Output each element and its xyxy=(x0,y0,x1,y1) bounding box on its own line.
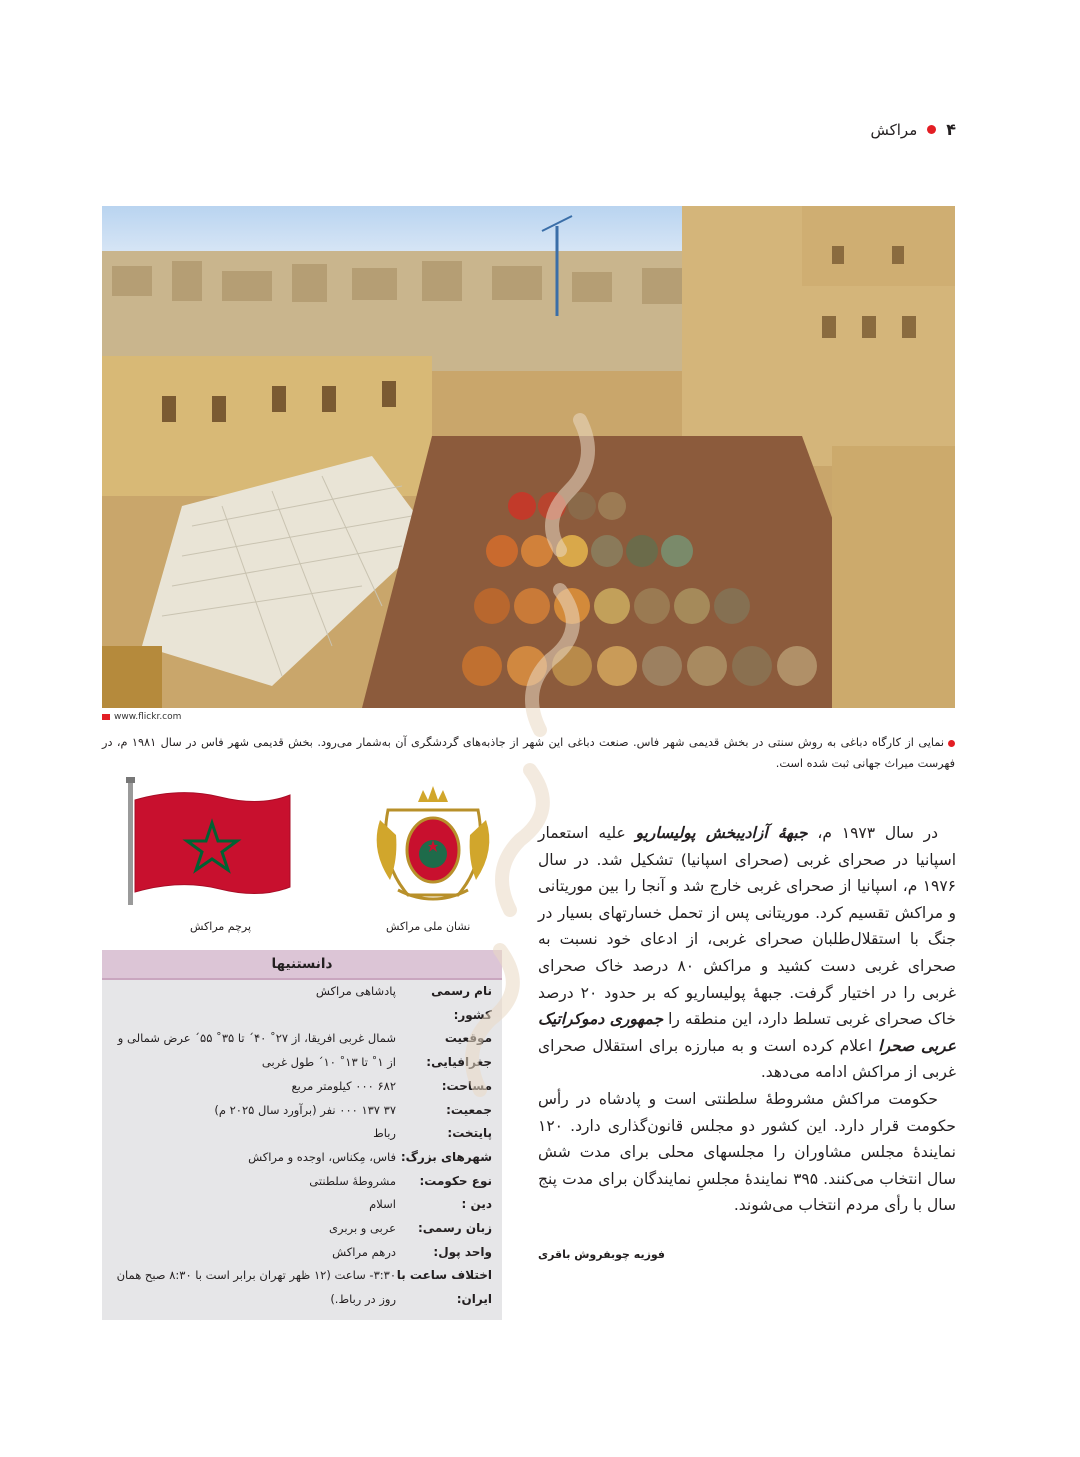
fact-row xyxy=(112,1193,492,1217)
caption-text: نمایی از کارگاه دباغی به روش سنتی در بخش قدیمی شهر فاس. صنعت دباغی این شهر از جاذبه‌های گردشگری آن به‌شمار می‌رود. بخش قدیمی شهر فاس در سال ۱۹۸۱ م، در فهرست میراث جهانی ثبت شده است. xyxy=(102,736,955,770)
fact-row xyxy=(112,1099,492,1123)
photo-credit-url: www.flickr.com xyxy=(114,712,182,722)
facts-title: دانستنیها xyxy=(102,950,502,980)
fact-value: اسلام xyxy=(369,1197,396,1212)
fact-label: زبان رسمی: xyxy=(417,1221,492,1236)
fact-row xyxy=(112,1264,492,1311)
caption-bullet-icon xyxy=(948,740,955,747)
fact-row xyxy=(112,1170,492,1194)
fact-row xyxy=(112,1217,492,1241)
fact-label: پایتخت: xyxy=(447,1126,492,1141)
p1-emphasis-sahrawi-republic: جمهوری دموکراتیک عربی صحرا xyxy=(538,1010,956,1055)
photo-caption xyxy=(102,732,955,774)
tannery-photo-illustration xyxy=(102,206,955,708)
page-number: ۴ xyxy=(946,120,956,139)
fact-value: درهم مراکش xyxy=(332,1244,396,1259)
tannery-photo xyxy=(102,206,955,708)
national-flag xyxy=(120,775,300,905)
fact-label: دین : xyxy=(461,1197,492,1212)
p1-text-b: علیه استعمار اسپانیا در صحرای غربی (صحرای اسپانیا) تشکیل شد. در سال ۱۹۷۶ م، اسپانیا از صحرای غربی خارج شد و آنجا را بین موریتانی و مراکش تقسیم کرد. موریتانی پس از تحمل خسارتهای بسیار در جنگ با استقلال‌طلبان صحرای غربی، از ادعای خود نسبت به صحرای غربی دست کشید و مراکش ۸۰ درصد خاک صحرای غربی را در اختیار گرفت. جبههٔ پولیساریو که بر حدود ۲۰ درصد خاک صحرای غربی تسلط دارد، این منطقه را xyxy=(538,824,956,1029)
flickr-icon xyxy=(102,714,110,720)
fact-row xyxy=(112,1146,492,1170)
fact-value: مشروطهٔ سلطنتی xyxy=(309,1173,396,1188)
chapter-title: مراکش xyxy=(870,120,918,139)
fact-label: جمعیت: xyxy=(446,1102,492,1117)
bullet-dot-icon xyxy=(927,125,936,134)
fact-label: واحد پول: xyxy=(433,1244,492,1259)
paragraph-1 xyxy=(538,820,956,1086)
flag-label: پرچم مراکش xyxy=(190,920,252,933)
fact-row xyxy=(112,1075,492,1099)
fact-value: ۶۸۲ ۰۰۰ کیلومتر مربع xyxy=(291,1078,396,1093)
fact-row xyxy=(112,1122,492,1146)
national-emblem xyxy=(368,780,498,920)
emblem-label: نشان ملی مراکش xyxy=(386,920,471,933)
fact-label: نوع حکومت: xyxy=(419,1173,492,1188)
fact-value: شمال غربی افریقا، از ۲۷˚ ۴۰´ تا ۳۵˚ ۵۵´ عرض شمالی و از ۱˚ تا ۱۳˚ ۱۰´ طول غربی xyxy=(117,1031,396,1070)
facts-box xyxy=(102,950,502,1320)
fact-label: مساحت: xyxy=(441,1078,492,1093)
fact-value: ۳:۳۰- ساعت (۱۲ ظهر تهران برابر است با ۸:۳۰ صبح همان روز در رباط.) xyxy=(116,1268,396,1307)
moroccan-flag-icon xyxy=(120,775,300,905)
fact-label: موقعیت جغرافیایی: xyxy=(426,1031,492,1070)
author-name: فوزیه چوبفروش باقری xyxy=(538,1248,666,1261)
fact-row xyxy=(112,1241,492,1265)
fact-value: رباط xyxy=(373,1126,396,1141)
fact-row xyxy=(112,1027,492,1074)
main-article-text xyxy=(538,820,956,1219)
paragraph-2: حکومت مراکش مشروطهٔ سلطنتی است و پادشاه در رأس حکومت قرار دارد. این کشور دو مجلس قانون‌گذاری دارد. ۱۲۰ نمایندهٔ مجلس مشاوران را مجلسهای محلی برای مدت شش سال انتخاب می‌کنند. ۳۹۵ نمایندهٔ مجلسِ نمایندگان برای مدت پنج سال با رأی مردم انتخاب می‌شوند. xyxy=(538,1089,957,1215)
photo-credit xyxy=(102,712,181,722)
p1-text-a: در سال ۱۹۷۳ م، xyxy=(807,824,938,842)
p1-text-c: اعلام کرده است و به مبارزه برای استقلال صحرای غربی از مراکش ادامه می‌دهد. xyxy=(538,1036,956,1082)
page-header xyxy=(870,120,956,139)
p1-emphasis-polisario: جبههٔ آزادیبخش پولیساریو xyxy=(635,824,808,842)
fact-value: عربی و بربری xyxy=(329,1221,396,1236)
fact-value: فاس، مِکناس، اوجده و مراکش xyxy=(248,1149,396,1164)
fact-label: نام رسمی کشور: xyxy=(431,984,492,1022)
facts-list xyxy=(102,980,502,1312)
fact-row xyxy=(112,980,492,1027)
fact-label: شهرهای بزرگ: xyxy=(400,1149,492,1164)
coat-of-arms-icon xyxy=(368,780,498,910)
fact-value: پادشاهی مراکش xyxy=(315,984,396,998)
fact-value: ۳۷ ۱۳۷ ۰۰۰ نفر (برآورد سال ۲۰۲۵ م) xyxy=(214,1102,396,1117)
fact-label: اختلاف ساعت با ایران: xyxy=(396,1268,492,1307)
